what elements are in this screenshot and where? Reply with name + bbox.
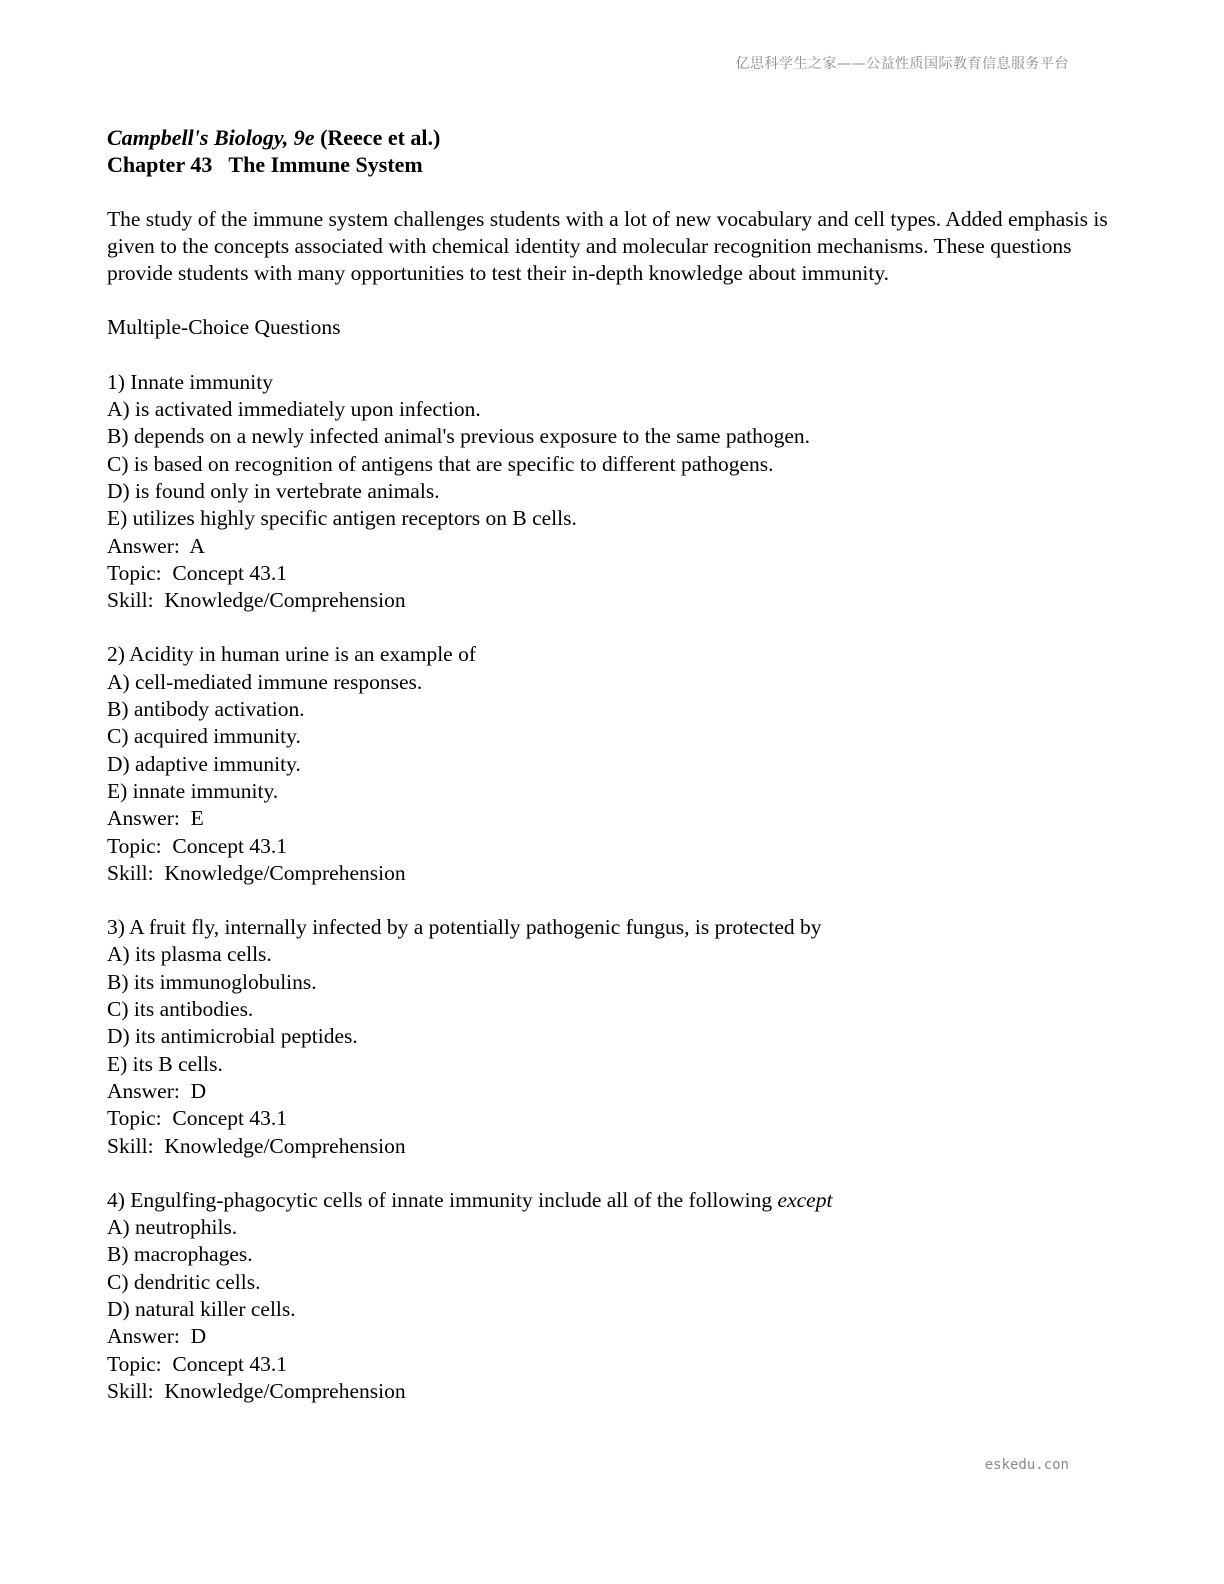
answer-option: E) utilizes highly specific antigen receptors on B cells. — [107, 506, 577, 531]
footer-watermark: eskedu.con — [984, 1457, 1069, 1473]
question-answer: Answer: E — [107, 806, 204, 831]
answer-option: D) adaptive immunity. — [107, 751, 301, 776]
question-topic: Topic: Concept 43.1 — [107, 560, 288, 585]
book-title: Campbell's Biology, 9e — [107, 125, 315, 150]
question-stem-text: 3) A fruit fly, internally infected by a potentially pathogenic fungus, is protected by — [107, 915, 822, 940]
section-label: Multiple-Choice Questions — [107, 315, 341, 340]
answer-option: A) neutrophils. — [107, 1215, 238, 1240]
answer-option: D) is found only in vertebrate animals. — [107, 478, 440, 503]
answer-option: D) natural killer cells. — [107, 1296, 296, 1321]
answer-option: E) innate immunity. — [107, 778, 279, 803]
header-watermark: 亿思科学生之家——公益性质国际教育信息服务平台 — [735, 56, 1069, 72]
document-body — [107, 124, 1117, 1405]
document-title — [107, 124, 1117, 179]
answer-option: C) is based on recognition of antigens that are specific to different pathogens. — [107, 451, 774, 476]
answer-option: C) acquired immunity. — [107, 724, 301, 749]
question-topic: Topic: Concept 43.1 — [107, 1106, 288, 1131]
question-skill: Skill: Knowledge/Comprehension — [107, 1378, 406, 1403]
answer-option: A) its plasma cells. — [107, 942, 272, 967]
question-answer: Answer: D — [107, 1324, 207, 1349]
question-2 — [107, 641, 1117, 887]
question-list — [107, 369, 1117, 1405]
question-stem-text: 1) Innate immunity — [107, 369, 273, 394]
question-stem — [107, 914, 1117, 941]
question-topic: Topic: Concept 43.1 — [107, 1351, 288, 1376]
answer-option: B) antibody activation. — [107, 697, 305, 722]
question-answer: Answer: D — [107, 1078, 207, 1103]
intro-paragraph: The study of the immune system challenges students with a lot of new vocabulary and cell types. Added emphasis is given to the concepts associated with chemical identity and molecular recognition mechanisms. These questions provide students with many opportunities to test their in-depth knowledge about immunity. — [107, 206, 1108, 286]
question-4 — [107, 1187, 1117, 1405]
answer-option: C) its antibodies. — [107, 997, 254, 1022]
book-title-line — [107, 124, 1117, 151]
question-3 — [107, 914, 1117, 1160]
answer-option: D) its antimicrobial peptides. — [107, 1024, 358, 1049]
question-1 — [107, 369, 1117, 615]
answer-option: A) cell-mediated immune responses. — [107, 669, 423, 694]
question-stem-emphasis: except — [777, 1187, 833, 1212]
question-skill: Skill: Knowledge/Comprehension — [107, 588, 406, 613]
chapter-title: Chapter 43 The Immune System — [107, 152, 423, 178]
question-stem — [107, 369, 1117, 396]
question-stem — [107, 1187, 1117, 1214]
answer-option: A) is activated immediately upon infection. — [107, 397, 481, 422]
book-authors: (Reece et al.) — [314, 125, 441, 150]
answer-option: B) its immunoglobulins. — [107, 969, 317, 994]
answer-option: C) dendritic cells. — [107, 1269, 261, 1294]
answer-option: B) macrophages. — [107, 1242, 253, 1267]
question-stem-text: 2) Acidity in human urine is an example of — [107, 642, 476, 667]
answer-option: B) depends on a newly infected animal's previous exposure to the same pathogen. — [107, 424, 811, 449]
question-topic: Topic: Concept 43.1 — [107, 833, 288, 858]
question-answer: Answer: A — [107, 533, 205, 558]
question-stem — [107, 641, 1117, 668]
question-stem-text: 4) Engulfing-phagocytic cells of innate immunity include all of the following — [107, 1187, 778, 1212]
question-skill: Skill: Knowledge/Comprehension — [107, 860, 406, 885]
question-skill: Skill: Knowledge/Comprehension — [107, 1133, 406, 1158]
answer-option: E) its B cells. — [107, 1051, 223, 1076]
